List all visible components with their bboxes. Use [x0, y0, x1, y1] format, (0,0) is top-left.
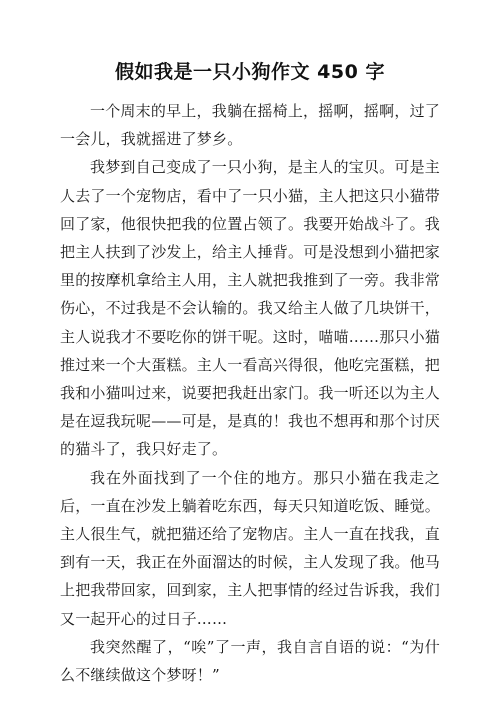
- paragraph-4: 我突然醒了，“唉”了一声，我自言自语的说：“为什么不继续做这个梦呀！”: [60, 637, 440, 685]
- paragraph-3: 我在外面找到了一个住的地方。那只小猫在我走之后，一直在沙发上躺着吃东西，每天只知道吃饭、睡觉。主人很生气，就把猫还给了宠物店。主人一直在找我，直到有一天，我正在外面溜达的时候，主人发现了我。他马上把我带回家，回到家，主人把事情的经过告诉我，我们又一起开心的过日子……: [60, 468, 441, 628]
- document-body: [60, 97, 440, 689]
- paragraph-1: 一个周末的早上，我躺在摇椅上，摇啊，摇啊，过了一会儿，我就摇进了梦乡。: [60, 102, 440, 149]
- paragraph-2: 我梦到自己变成了一只小狗，是主人的宝贝。可是主人去了一个宠物店，看中了一只小猫，主人把这只小猫带回了家，他很快把我的位置占领了。我要开始战斗了。我把主人扶到了沙发上，给主人捶背。可是没想到小猫把家里的按摩机拿给主人用，主人就把我推到了一旁。我非常伤心，不过我是不会认输的。我又给主人做了几块饼干，主人说我才不要吃你的饼干呢。这时，喵喵……那只小猫推过来一个大蛋糕。主人一看高兴得很，他吃完蛋糕，把我和小猫叫过来，说要把我赶出家门。我一听还以为主人是在逗我玩呢——可是，是真的！我也不想再和那个讨厌的猫斗了，我只好走了。: [60, 158, 441, 459]
- document-title: 假如我是一只小狗作文 450 字: [115, 61, 385, 83]
